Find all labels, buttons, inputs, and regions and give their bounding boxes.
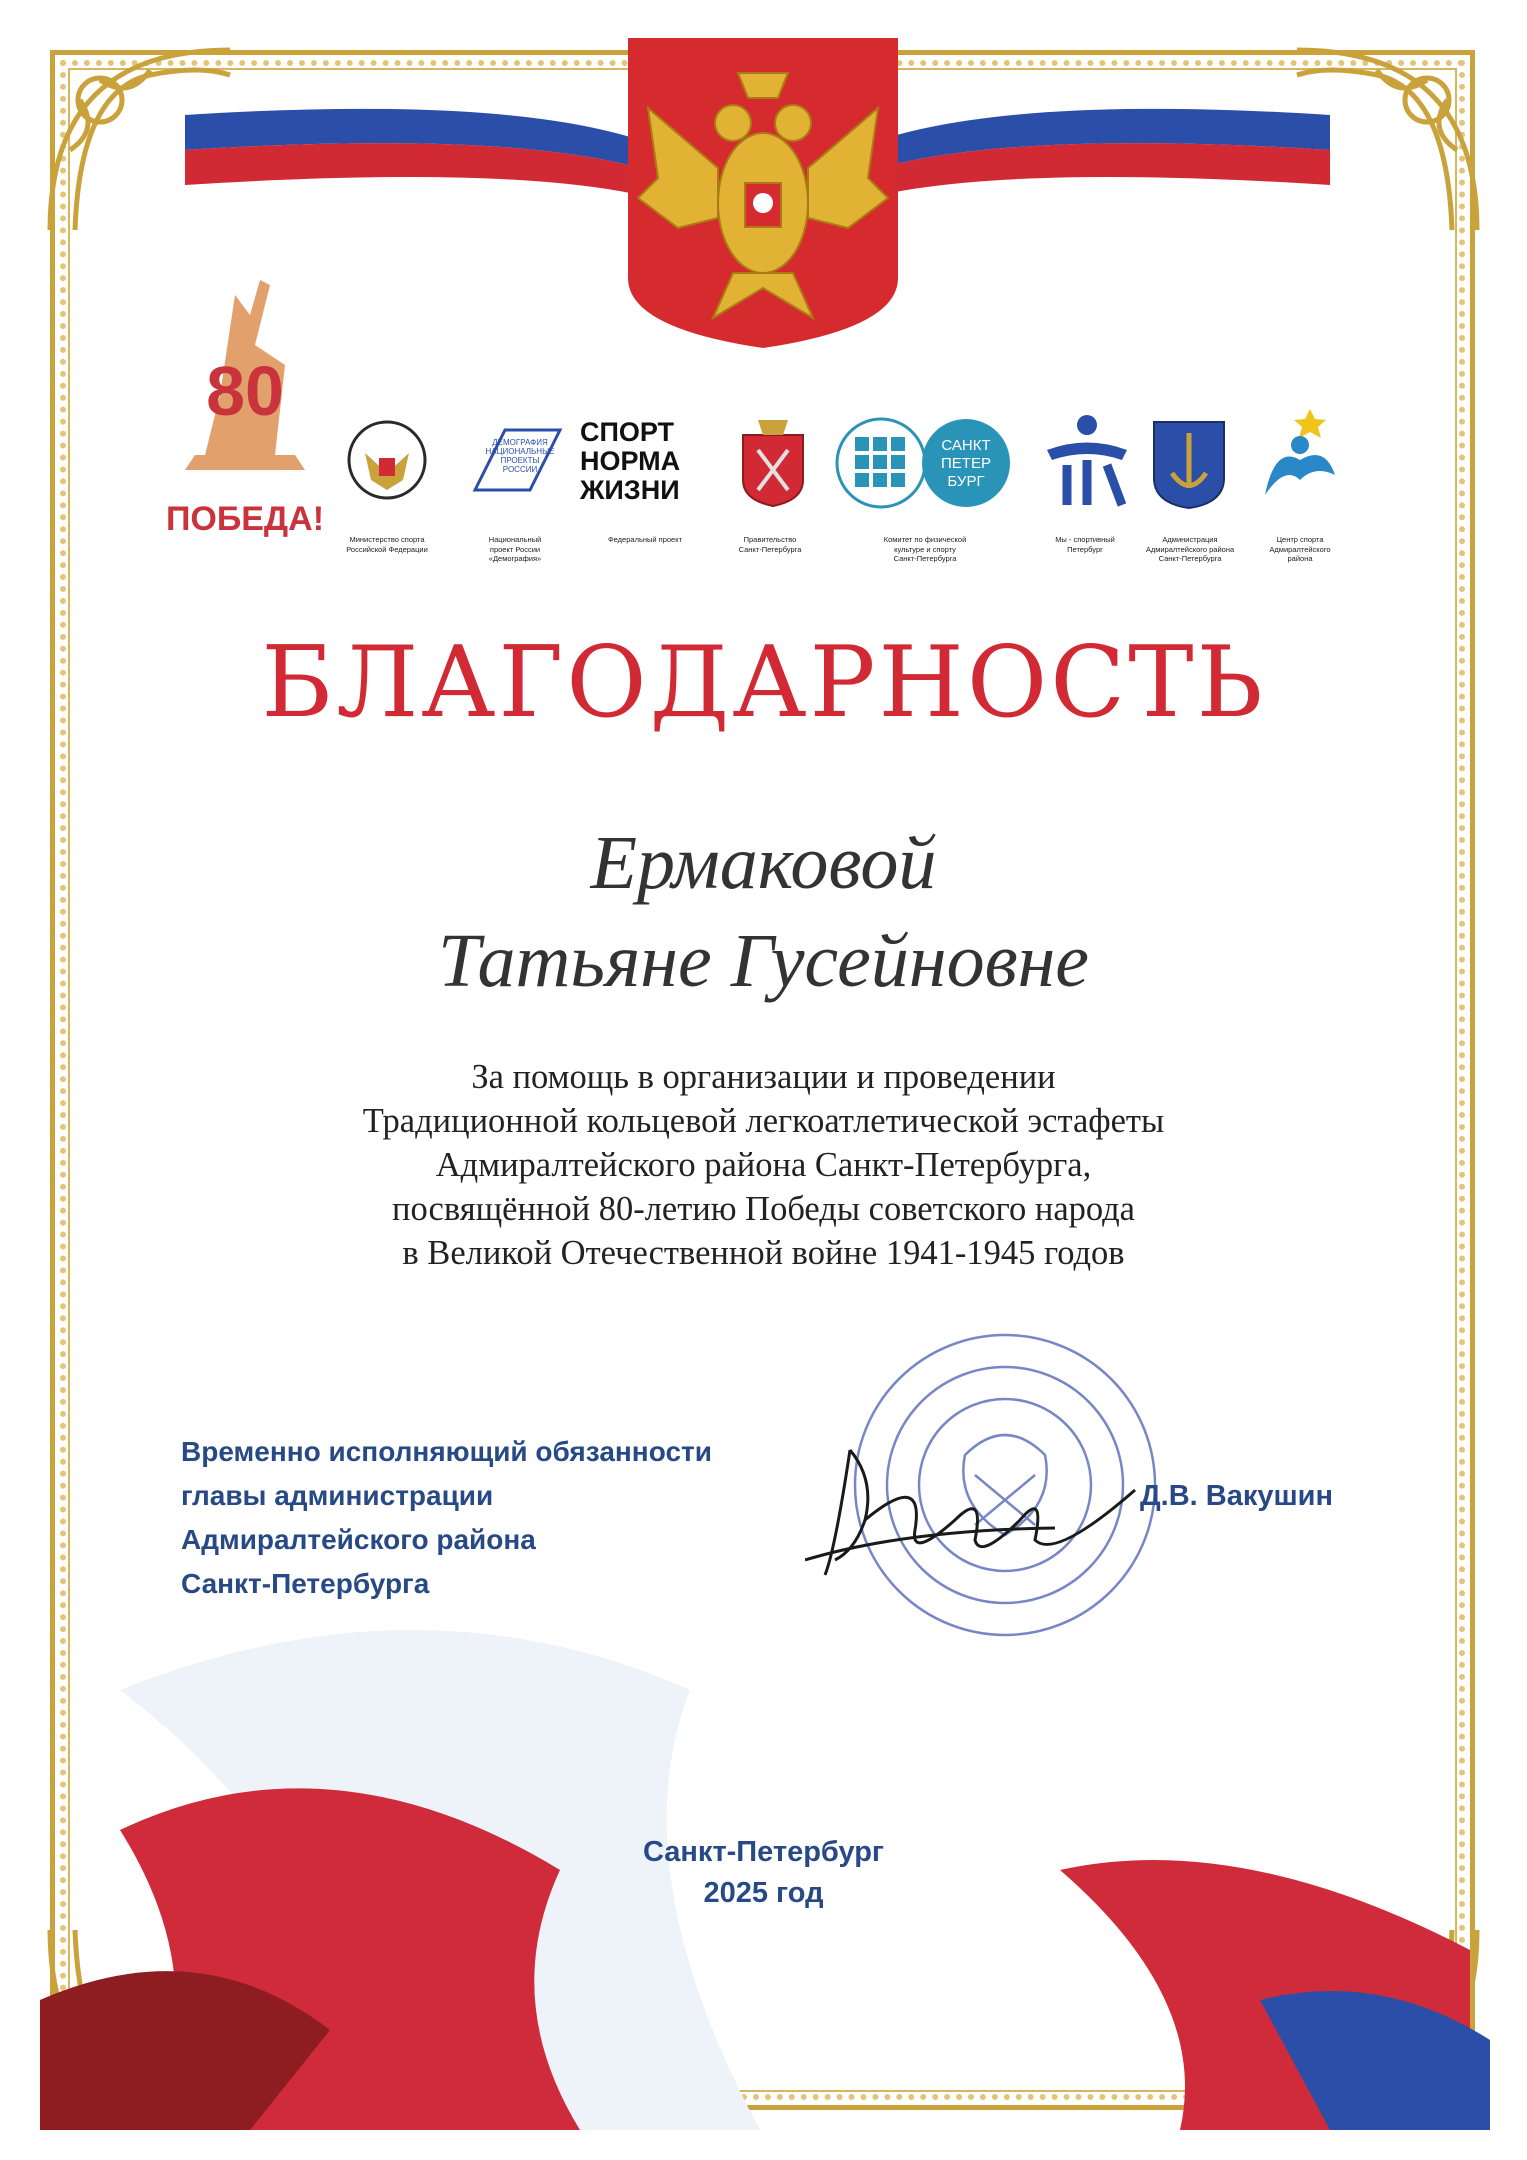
sport-norm-life-logo: СПОРТ НОРМА ЖИЗНИ bbox=[580, 417, 681, 505]
gratitude-line: За помощь в организации и проведении bbox=[471, 1058, 1056, 1096]
victory-word: ПОБЕДА! bbox=[165, 500, 325, 538]
logo-caption-spb-government: Правительство Санкт-Петербурга bbox=[738, 535, 802, 554]
gratitude-line: посвящённой 80-летию Победы советского народа bbox=[391, 1190, 1135, 1228]
gratitude-text bbox=[0, 1055, 1527, 1275]
svg-text:ПЕТЕР: ПЕТЕР bbox=[941, 455, 991, 472]
signatory-name: Д.В. Вакушин bbox=[1140, 1480, 1334, 1512]
ministry-eagle-icon bbox=[345, 418, 430, 503]
victory-80-logo bbox=[165, 255, 325, 555]
svg-text:ДЕМОГРАФИЯНАЦИОНАЛЬНЫЕПРОЕКТЫР: ДЕМОГРАФИЯ НАЦИОНАЛЬНЫЕ ПРОЕКТЫ РОССИИ bbox=[485, 438, 555, 474]
logo-caption-admiralty-administration: Администрация Адмиралтейского района Санкт-Петербурга bbox=[1145, 535, 1235, 563]
victory-number: 80 bbox=[206, 352, 284, 430]
signatory-position-line: Временно исполняющий обязанности bbox=[181, 1436, 712, 1467]
logo-caption-ministry: Министерство спорта Российской Федерации bbox=[346, 535, 428, 554]
document-year: 2025 год bbox=[703, 1877, 824, 1909]
gratitude-line: в Великой Отечественной войне 1941-1945 годов bbox=[402, 1234, 1125, 1272]
signatory-position-line: главы администрации bbox=[181, 1480, 494, 1511]
double-headed-eagle-icon bbox=[618, 28, 908, 358]
logo-caption-sport-center: Центр спорта Адмиралтейского района bbox=[1269, 535, 1331, 563]
logo-caption-sports-committee: Комитет по физической культуре и спорту Санкт-Петербурга bbox=[883, 535, 967, 563]
place-and-year bbox=[0, 1832, 1527, 1914]
place-city: Санкт-Петербург bbox=[642, 1836, 885, 1868]
sport-center-icon bbox=[1255, 405, 1345, 505]
svg-text:БУРГ: БУРГ bbox=[947, 473, 985, 490]
signatory-position-line: Адмиралтейского района bbox=[181, 1524, 536, 1555]
gratitude-line: Традиционной кольцевой легкоатлетической эстафеты bbox=[362, 1102, 1165, 1140]
signatory-position-line: Санкт-Петербурга bbox=[181, 1568, 430, 1599]
document-title: БЛАГОДАРНОСТЬ bbox=[261, 626, 1266, 740]
admiralty-district-arms-icon bbox=[1150, 418, 1228, 510]
sporty-petersburg-icon bbox=[1037, 410, 1137, 510]
logo-caption-demography: Национальный проект России «Демография» bbox=[488, 535, 542, 563]
recipient-surname: Ермаковой bbox=[590, 821, 937, 905]
spb-coat-of-arms-icon bbox=[728, 410, 818, 510]
logo-caption-sporty-petersburg: Мы - спортивный Петербург bbox=[1055, 535, 1115, 554]
svg-text:САНКТ: САНКТ bbox=[941, 437, 991, 454]
logo-caption-federal-project: Федеральный проект bbox=[607, 535, 683, 544]
sports-committee-icon bbox=[833, 415, 1018, 510]
gratitude-line: Адмиралтейского района Санкт-Петербурга, bbox=[435, 1146, 1092, 1184]
handwritten-signature bbox=[805, 1410, 1165, 1590]
national-projects-icon bbox=[465, 420, 565, 500]
recipient-first-patronymic: Татьяне Гусейновне bbox=[437, 919, 1090, 1003]
